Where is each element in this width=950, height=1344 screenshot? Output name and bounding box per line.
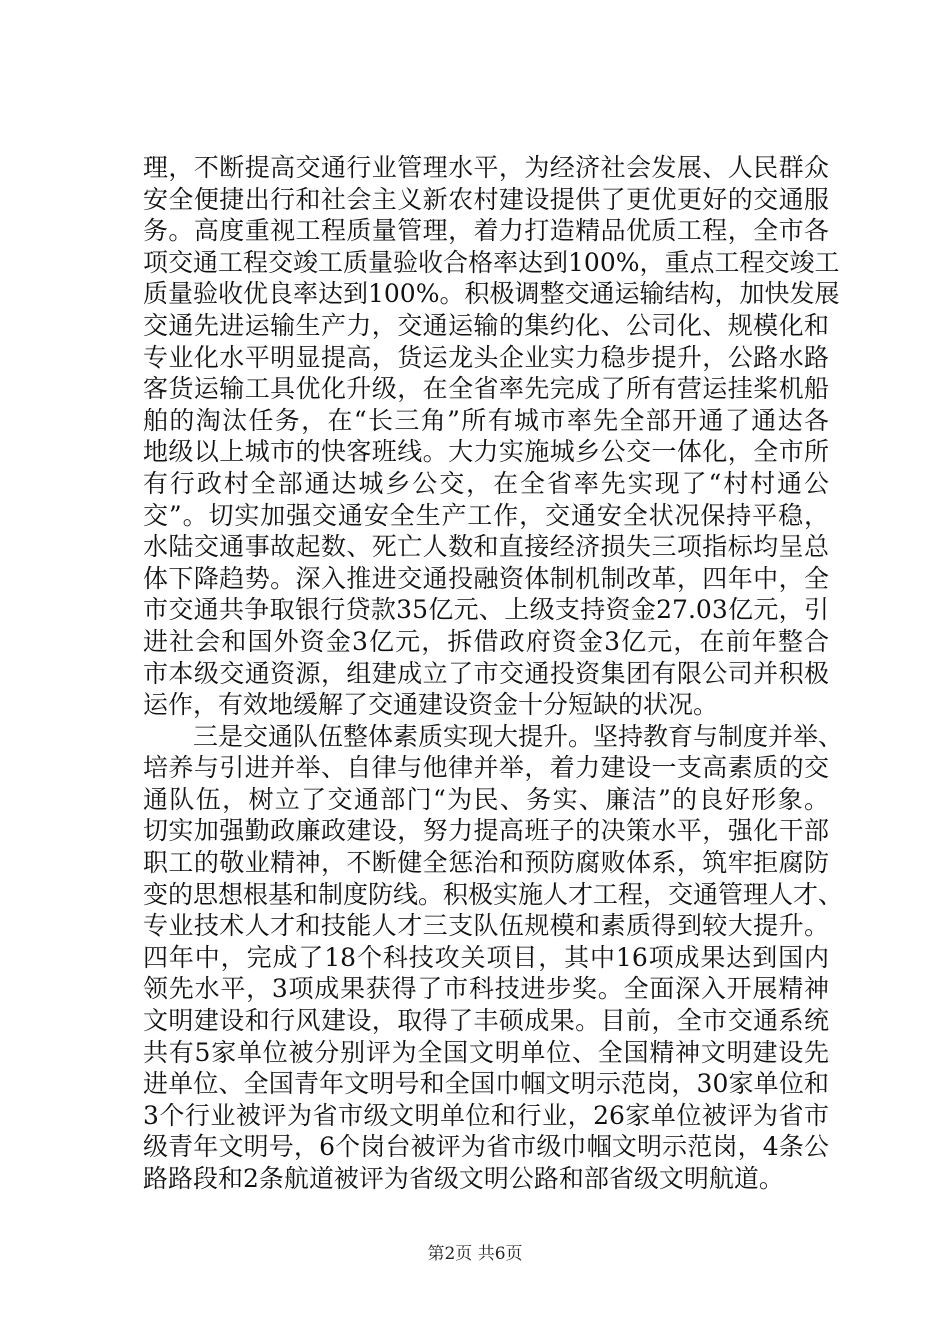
text-line: 舶的淘汰任务，在“长三角”所有城市率先全部开通了通达各 xyxy=(143,405,829,435)
text-line: 专业化水平明显提高，货运龙头企业实力稳步提升，公路水路 xyxy=(143,342,829,372)
text-line: 变的思想根基和制度防线。积极实施人才工程，交通管理人才、 xyxy=(143,879,844,909)
text-line: 项交通工程交竣工质量验收合格率达到100%，重点工程交竣工 xyxy=(143,247,840,277)
paragraph-end-line: 运作，有效地缓解了交通建设资金十分短缺的状况。 xyxy=(143,690,719,720)
text-line: 进单位、全国青年文明号和全国巾帼文明示范岗，30家单位和 xyxy=(143,1069,829,1099)
text-line: 交通先进运输生产力，交通运输的集约化、公司化、规模化和 xyxy=(143,310,829,340)
text-line: 理，不断提高交通行业管理水平，为经济社会发展、人民群众 xyxy=(143,153,829,182)
text-line: 交”。切实加强交通安全生产工作，交通安全状况保持平稳， xyxy=(143,500,829,530)
text-line: 切实加强勤政廉政建设，努力提高班子的决策水平，强化干部 xyxy=(143,816,829,846)
text-line: 领先水平，3项成果获得了市科技进步奖。全面深入开展精神 xyxy=(143,974,829,1004)
text-line: 通队伍，树立了交通部门“为民、务实、廉洁”的良好形象。 xyxy=(143,784,829,814)
text-line: 级青年文明号，6个岗台被评为省市级巾帼文明示范岗，4条公 xyxy=(143,1132,829,1162)
page-number-footer: 第2页 共6页 xyxy=(427,1244,523,1264)
text-line: 四年中，完成了18个科技攻关项目，其中16项成果达到国内 xyxy=(143,942,829,972)
text-line: 安全便捷出行和社会主义新农村建设提供了更优更好的交通服 xyxy=(143,184,829,214)
document-body xyxy=(143,152,844,1195)
text-line: 水陆交通事故起数、死亡人数和直接经济损失三项指标均呈总 xyxy=(143,532,829,562)
text-line: 专业技术人才和技能人才三支队伍规模和素质得到较大提升。 xyxy=(143,911,829,941)
text-line: 市交通共争取银行贷款35亿元、上级支持资金27.03亿元，引 xyxy=(143,595,829,625)
text-line: 3个行业被评为省市级文明单位和行业，26家单位被评为省市 xyxy=(143,1100,829,1130)
paragraph-start-line: 三是交通队伍整体素质实现大提升。坚持教育与制度并举、 xyxy=(193,721,844,751)
text-line: 客货运输工具优化升级，在全省率先完成了所有营运挂桨机船 xyxy=(143,374,829,404)
text-line: 文明建设和行风建设，取得了丰硕成果。目前，全市交通系统 xyxy=(143,1006,829,1036)
text-line: 体下降趋势。深入推进交通投融资体制机制改革，四年中，全 xyxy=(143,563,829,593)
text-line: 质量验收优良率达到100%。积极调整交通运输结构，加快发展 xyxy=(143,279,840,309)
text-line: 地级以上城市的快客班线。大力实施城乡公交一体化，全市所 xyxy=(143,437,829,467)
text-line: 进社会和国外资金3亿元，拆借政府资金3亿元，在前年整合 xyxy=(143,626,829,656)
text-line: 共有5家单位被分别评为全国文明单位、全国精神文明建设先 xyxy=(143,1037,829,1067)
text-line: 有行政村全部通达城乡公交，在全省率先实现了“村村通公 xyxy=(143,468,829,498)
text-line: 培养与引进并举、自律与他律并举，着力建设一支高素质的交 xyxy=(143,753,829,783)
text-line: 务。高度重视工程质量管理，着力打造精品优质工程，全市各 xyxy=(143,216,829,246)
text-line: 职工的敬业精神，不断健全惩治和预防腐败体系，筑牢拒腐防 xyxy=(143,848,829,878)
paragraph-end-line: 路路段和2条航道被评为省级文明公路和部省级文明航道。 xyxy=(143,1164,784,1193)
text-line: 市本级交通资源，组建成立了市交通投资集团有限公司并积极 xyxy=(143,658,829,688)
